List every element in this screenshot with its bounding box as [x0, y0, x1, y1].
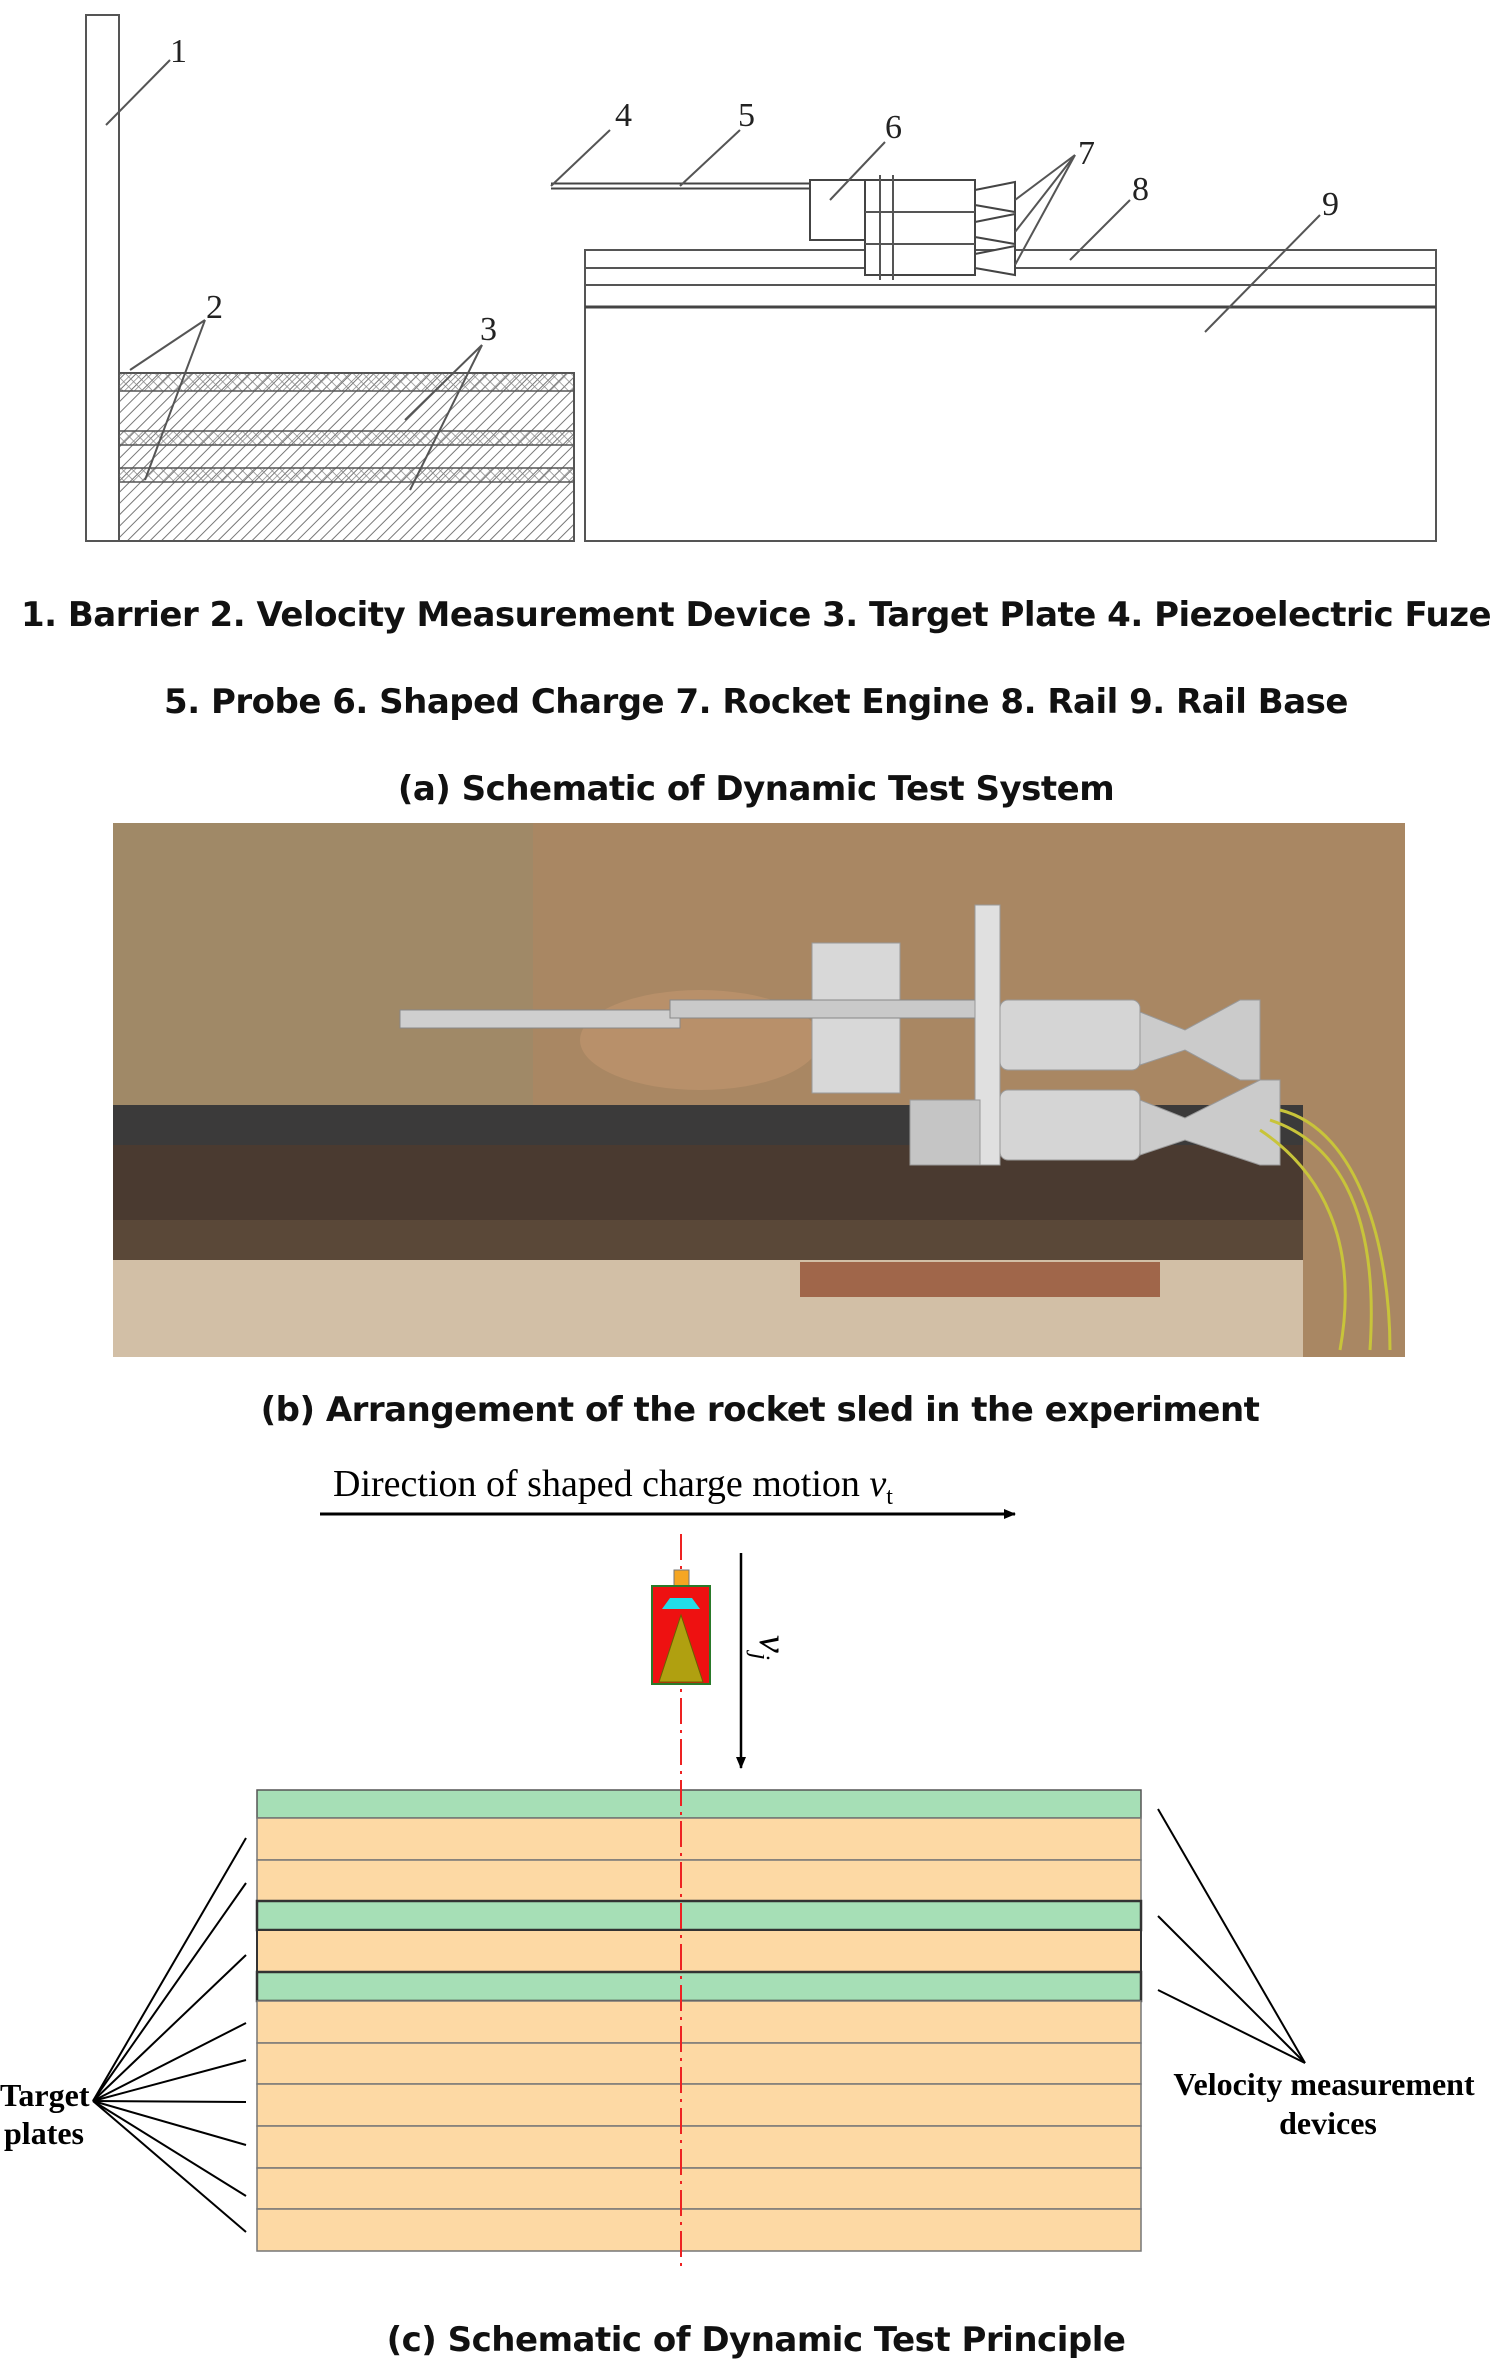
legend-line-1: 1. Barrier 2. Velocity Measurement Device 3. Target Plate 4. Piezoelectric Fuze	[20, 595, 1492, 635]
caption-c: (c) Schematic of Dynamic Test Principle	[386, 2320, 1126, 2360]
target-plate-layer	[257, 2001, 1141, 2043]
velocity-device-layer	[257, 1901, 1141, 1930]
label-1: 1	[170, 33, 187, 70]
velocity-device-leaders	[1158, 1809, 1305, 2063]
panel-c-principle	[0, 1463, 1483, 2271]
target-stack-c	[257, 1790, 1141, 2251]
target-plates-label: Target plates	[0, 2077, 90, 2151]
barrier	[86, 15, 119, 541]
label-8: 8	[1132, 171, 1149, 208]
panel-a-schematic	[21, 15, 1491, 809]
target-plate-layer	[257, 2168, 1141, 2209]
label-3: 3	[480, 311, 497, 348]
velocity-device-layer	[119, 468, 574, 482]
label-4: 4	[615, 97, 632, 134]
label-9: 9	[1322, 186, 1339, 223]
label-5: 5	[738, 97, 755, 134]
direction-label: Direction of shaped charge motion $v_t$	[333, 1463, 893, 1510]
caption-a: (a) Schematic of Dynamic Test System	[397, 769, 1115, 809]
shaped-charge-icon	[652, 1570, 710, 1684]
target-plate-layer	[257, 2209, 1141, 2251]
velocity-device-layer	[257, 1972, 1141, 2001]
target-plate-layer	[257, 1930, 1141, 1972]
target-plate-leaders	[93, 1838, 246, 2232]
label-6: 6	[885, 109, 902, 146]
target-stack	[119, 373, 574, 541]
target-plate-layer	[257, 2084, 1141, 2126]
legend-line-2: 5. Probe 6. Shaped Charge 7. Rocket Engine 8. Rail 9. Rail Base	[164, 682, 1348, 722]
target-plate-layer	[257, 2126, 1141, 2168]
caption-b: (b) Arrangement of the rocket sled in the experiment	[260, 1390, 1260, 1430]
velocity-device-layer	[257, 1790, 1141, 1818]
rocket-nozzle	[975, 182, 1015, 275]
label-2: 2	[206, 289, 223, 326]
target-plate-layer	[257, 1860, 1141, 1901]
rail-base	[585, 250, 1436, 541]
label-7: 7	[1078, 135, 1095, 172]
panel-b-photo	[113, 823, 1405, 1357]
velocity-device-layer	[119, 431, 574, 445]
target-plate-layer	[257, 2043, 1141, 2084]
target-plate-layer	[257, 1818, 1141, 1860]
velocity-devices-label: Velocity measurement devices	[1173, 2066, 1475, 2141]
vj-label: $v_j$	[746, 1635, 796, 1660]
velocity-device-layer	[119, 373, 574, 391]
